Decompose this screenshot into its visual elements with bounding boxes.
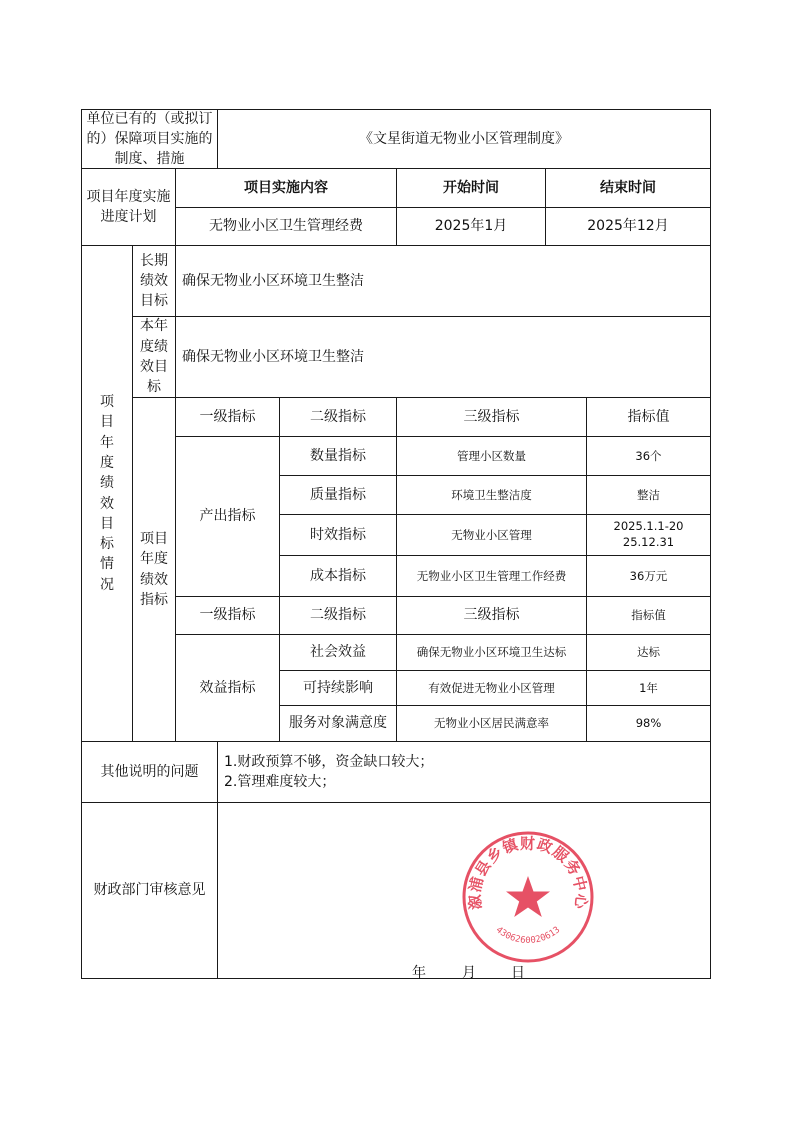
benefit-row-social-value-text: 达标 bbox=[637, 645, 660, 660]
schedule-header-start-text: 开始时间 bbox=[443, 179, 499, 196]
schedule-header-content bbox=[175, 168, 397, 208]
indicator-header1-level3-text: 三级指标 bbox=[463, 408, 520, 425]
output-row-timeliness-level2-text: 时效指标 bbox=[310, 526, 366, 543]
benefit-row-satisfaction-level3-text: 无物业小区居民满意率 bbox=[434, 716, 549, 731]
review-label-text: 财政部门审核意见 bbox=[93, 882, 206, 899]
indicator-header2-level3-text: 三级指标 bbox=[463, 607, 520, 624]
measures-label-text: 单位已有的（或拟订的）保障项目实施的制度、措施 bbox=[86, 110, 213, 168]
output-row-quantity-value bbox=[586, 436, 711, 476]
benefit-row-social-value bbox=[586, 634, 711, 671]
benefit-row-social-level3 bbox=[396, 634, 587, 671]
output-row-timeliness-value-text: 2025.1.1-2025.12.31 bbox=[613, 519, 684, 549]
review-date-year: 年 bbox=[412, 965, 426, 981]
output-indicator-label-text: 产出指标 bbox=[199, 508, 256, 525]
schedule-row-content-text: 无物业小区卫生管理经费 bbox=[209, 218, 363, 235]
schedule-header-end-text: 结束时间 bbox=[600, 179, 656, 196]
indicator-header1-level2 bbox=[279, 397, 397, 437]
output-row-timeliness-value bbox=[586, 514, 711, 556]
benefit-row-sustain-level2-text: 可持续影响 bbox=[303, 679, 373, 696]
measures-value bbox=[217, 109, 711, 169]
benefit-row-sustain-value-text: 1年 bbox=[639, 680, 658, 695]
benefit-row-satisfaction-value bbox=[586, 705, 711, 742]
annual-value bbox=[175, 316, 711, 398]
benefit-row-sustain-value bbox=[586, 670, 711, 706]
output-row-quality-value-text: 整洁 bbox=[637, 487, 660, 502]
indicator-header2-level1 bbox=[175, 596, 280, 635]
other-value bbox=[217, 741, 711, 803]
schedule-row-end bbox=[545, 207, 711, 246]
annual-label bbox=[132, 316, 176, 398]
output-row-cost-level3-text: 无物业小区卫生管理工作经费 bbox=[416, 568, 567, 583]
benefit-row-sustain-level2 bbox=[279, 670, 397, 706]
schedule-header-content-text: 项目实施内容 bbox=[244, 179, 328, 196]
benefit-row-social-level3-text: 确保无物业小区环境卫生达标 bbox=[416, 645, 567, 660]
schedule-label-text: 项目年度实施进度计划 bbox=[86, 188, 171, 225]
output-row-cost-value-text: 36万元 bbox=[629, 568, 668, 583]
indicator-header1-level1 bbox=[175, 397, 280, 437]
benefit-row-satisfaction-level2 bbox=[279, 705, 397, 742]
review-date-day: 日 bbox=[511, 965, 525, 981]
output-row-cost-value bbox=[586, 555, 711, 597]
schedule-header-start bbox=[396, 168, 546, 208]
indicator-header1-level1-text: 一级指标 bbox=[199, 408, 256, 425]
output-row-quantity-level3 bbox=[396, 436, 587, 476]
measures-label bbox=[81, 109, 218, 169]
indicator-header1-value-text: 指标值 bbox=[627, 408, 670, 425]
annual-label-text: 本年度绩效目标 bbox=[140, 318, 168, 396]
output-row-quantity-value-text: 36个 bbox=[635, 448, 662, 463]
benefit-row-satisfaction-value-text: 98% bbox=[635, 716, 662, 731]
indicator-header2-level3 bbox=[396, 596, 587, 635]
other-line2: 2.管理难度较大； bbox=[224, 774, 336, 790]
output-row-cost-level2 bbox=[279, 555, 397, 597]
benefit-row-sustain-level3-text: 有效促进无物业小区管理 bbox=[428, 680, 555, 695]
indicators-label bbox=[132, 397, 176, 742]
review-label bbox=[81, 802, 218, 979]
indicator-header2-level2 bbox=[279, 596, 397, 635]
schedule-label bbox=[81, 168, 176, 246]
benefit-row-satisfaction-level3 bbox=[396, 705, 587, 742]
output-row-quantity-level2-text: 数量指标 bbox=[310, 447, 366, 464]
benefit-row-sustain-level3 bbox=[396, 670, 587, 706]
indicator-header1-level2-text: 二级指标 bbox=[310, 408, 366, 425]
other-line1: 1.财政预算不够，资金缺口较大； bbox=[224, 753, 434, 770]
output-row-quantity-level2 bbox=[279, 436, 397, 476]
seal-star-icon bbox=[506, 876, 550, 917]
other-label bbox=[81, 741, 218, 803]
output-row-timeliness-level2 bbox=[279, 514, 397, 556]
svg-text:4306260020613 bbox=[494, 925, 563, 946]
indicator-header1-level3 bbox=[396, 397, 587, 437]
indicator-header2-value-text: 指标值 bbox=[631, 608, 666, 623]
schedule-row-end-text: 2025年12月 bbox=[587, 218, 669, 235]
long-term-value-text: 确保无物业小区环境卫生整洁 bbox=[182, 272, 364, 289]
output-row-cost-level3 bbox=[396, 555, 587, 597]
output-row-quality-level3 bbox=[396, 475, 587, 515]
other-label-text: 其他说明的问题 bbox=[100, 763, 199, 780]
benefit-row-social-level2 bbox=[279, 634, 397, 671]
indicator-header2-value bbox=[586, 596, 711, 635]
output-row-quality-value bbox=[586, 475, 711, 515]
schedule-header-end bbox=[545, 168, 711, 208]
seal-ring-text: 溆浦县乡镇财政服务中心 bbox=[465, 834, 591, 911]
long-term-label bbox=[132, 245, 176, 317]
output-row-timeliness-level3 bbox=[396, 514, 587, 556]
goals-label-text: 项目年度绩效目标情况 bbox=[100, 394, 114, 593]
seal-number: 4306260020613 bbox=[493, 925, 563, 947]
schedule-row-start-text: 2025年1月 bbox=[434, 218, 508, 235]
output-row-cost-level2-text: 成本指标 bbox=[310, 567, 366, 584]
output-row-quantity-level3-text: 管理小区数量 bbox=[457, 448, 526, 463]
indicator-header2-level1-text: 一级指标 bbox=[199, 607, 256, 624]
measures-value-text: 《文星街道无物业小区管理制度》 bbox=[359, 130, 569, 147]
long-term-value bbox=[175, 245, 711, 317]
schedule-row-start bbox=[396, 207, 546, 246]
benefit-indicator-label-text: 效益指标 bbox=[199, 679, 256, 696]
indicators-label-text: 项目年度绩效指标 bbox=[140, 530, 168, 608]
review-date-month: 月 bbox=[462, 965, 476, 981]
output-row-quality-level2-text: 质量指标 bbox=[310, 486, 366, 503]
schedule-row-content bbox=[175, 207, 397, 246]
output-row-quality-level2 bbox=[279, 475, 397, 515]
benefit-row-satisfaction-level2-text: 服务对象满意度 bbox=[289, 715, 387, 732]
annual-value-text: 确保无物业小区环境卫生整洁 bbox=[182, 348, 364, 365]
official-seal bbox=[459, 828, 597, 966]
output-indicator-label bbox=[175, 436, 280, 597]
indicator-header2-level2-text: 二级指标 bbox=[310, 607, 366, 624]
indicator-header1-value bbox=[586, 397, 711, 437]
benefit-row-social-level2-text: 社会效益 bbox=[310, 644, 366, 661]
output-row-quality-level3-text: 环境卫生整洁度 bbox=[451, 487, 532, 502]
benefit-indicator-label bbox=[175, 634, 280, 742]
output-row-timeliness-level3-text: 无物业小区管理 bbox=[451, 527, 532, 542]
goals-label bbox=[81, 245, 133, 742]
long-term-label-text: 长期绩效目标 bbox=[140, 252, 168, 310]
